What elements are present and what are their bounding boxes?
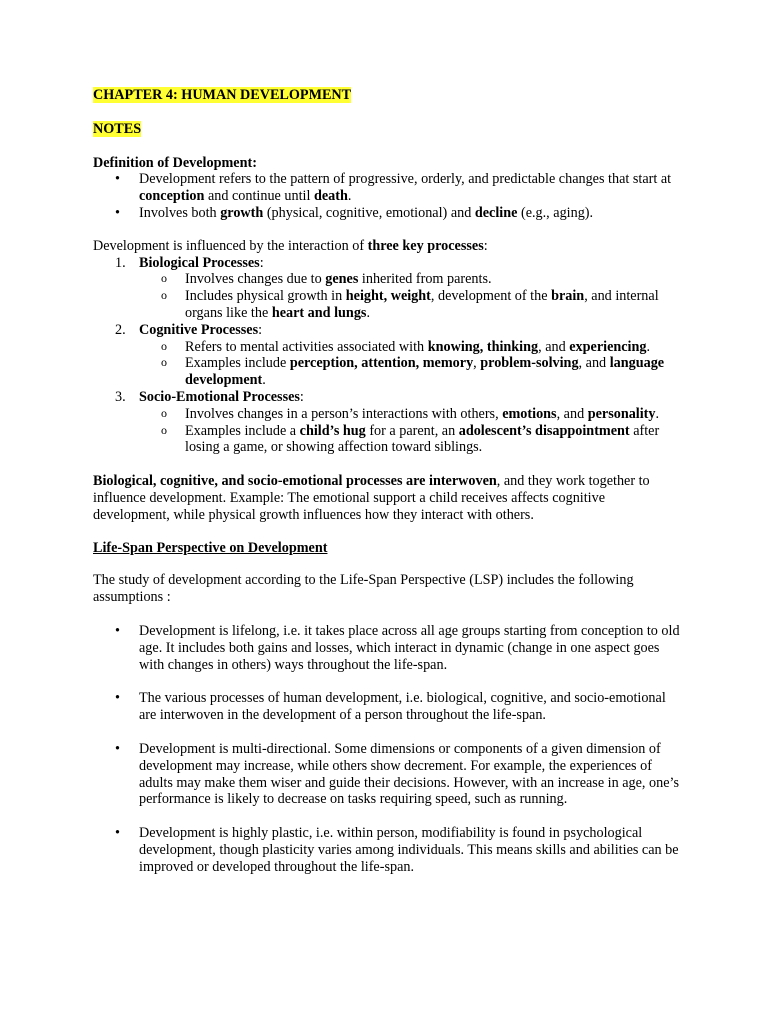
lsp-heading: Life-Span Perspective on Development bbox=[93, 539, 328, 556]
lsp-assumptions-list bbox=[93, 623, 683, 876]
lsp-assumption: • The various processes of human development, i.e. biological, cognitive, and socio-emotional are interwoven in the development of a person throughout the life-span. bbox=[93, 690, 683, 724]
definition-bullet-1: • Development refers to the pattern of progressive, orderly, and predictable changes that start at conception and continue until death. bbox=[93, 171, 683, 205]
process-number: 1. bbox=[115, 254, 126, 271]
process-sublist bbox=[139, 339, 683, 389]
interwoven-paragraph: Biological, cognitive, and socio-emotional processes are interwoven, and they work together to influence development. Example: The emotional support a child receives affects cognitive development, while physical growth influences how they interact with others. bbox=[93, 473, 650, 523]
process-name: Cognitive Processes bbox=[139, 321, 259, 338]
process-number: 3. bbox=[115, 388, 126, 405]
lsp-intro: The study of development according to the Life-Span Perspective (LSP) includes the following assumptions : bbox=[93, 572, 634, 606]
process-subitem: o Refers to mental activities associated with knowing, thinking, and experiencing. bbox=[139, 339, 683, 356]
process-sublist bbox=[139, 406, 683, 456]
process-socio-emotional: 3. Socio-Emotional Processes: o Involves changes in a person’s interactions with others, emotions, and personality. o Examples include a child’s hug for a parent, an adolescent’s disappointment after losing a game, or showing affection toward siblings. bbox=[93, 389, 683, 456]
process-subitem: o Involves changes due to genes inherited from parents. bbox=[139, 271, 683, 288]
lsp-assumption: • Development is multi-directional. Some dimensions or components of a given dimension of development may increase, while others show decrement. For example, the experiences of adults may make them wiser and guide their decisions. However, with an increase in age, one’s performance is likely to decrease on tasks requiring speed, such as running. bbox=[93, 741, 683, 808]
definition-list bbox=[93, 171, 683, 221]
document-content bbox=[93, 87, 683, 875]
process-subitem: o Includes physical growth in height, weight, development of the brain, and internal organs like the heart and lungs. bbox=[139, 288, 683, 322]
notes-label: NOTES bbox=[93, 120, 142, 137]
processes-list bbox=[93, 255, 683, 457]
definition-bullet-2: • Involves both growth (physical, cognitive, emotional) and decline (e.g., aging). bbox=[93, 205, 683, 222]
process-name: Socio-Emotional Processes bbox=[139, 388, 300, 405]
process-subitem: o Examples include perception, attention, memory, problem-solving, and language development. bbox=[139, 355, 683, 389]
process-name: Biological Processes bbox=[139, 254, 260, 271]
chapter-title: CHAPTER 4: HUMAN DEVELOPMENT bbox=[93, 87, 352, 103]
lsp-assumption: • Development is highly plastic, i.e. within person, modifiability is found in psychological development, though plasticity varies among individuals. This means skills and abilities can be improved or developed throughout the life-span. bbox=[93, 825, 683, 875]
process-subitem: o Involves changes in a person’s interactions with others, emotions, and personality. bbox=[139, 406, 683, 423]
process-number: 2. bbox=[115, 321, 126, 338]
process-subitem: o Examples include a child’s hug for a parent, an adolescent’s disappointment after losing a game, or showing affection toward siblings. bbox=[139, 423, 683, 457]
definition-heading: Definition of Development: bbox=[93, 154, 257, 171]
process-sublist bbox=[139, 271, 683, 321]
lsp-assumption: • Development is lifelong, i.e. it takes place across all age groups starting from conception to old age. It includes both gains and losses, which interact in dynamic (change in one aspect goes with changes in others) ways throughout the life-span. bbox=[93, 623, 683, 673]
process-cognitive: 2. Cognitive Processes: o Refers to mental activities associated with knowing, thinking, and experiencing. o Examples include perception, attention, memory, problem-solving, and language development. bbox=[93, 322, 683, 389]
processes-intro: Development is influenced by the interaction of three key processes: bbox=[93, 237, 488, 254]
process-biological: 1. Biological Processes: o Involves changes due to genes inherited from parents. o Includes physical growth in height, weight, development of the brain, and internal organs like the heart and lungs. bbox=[93, 255, 683, 322]
